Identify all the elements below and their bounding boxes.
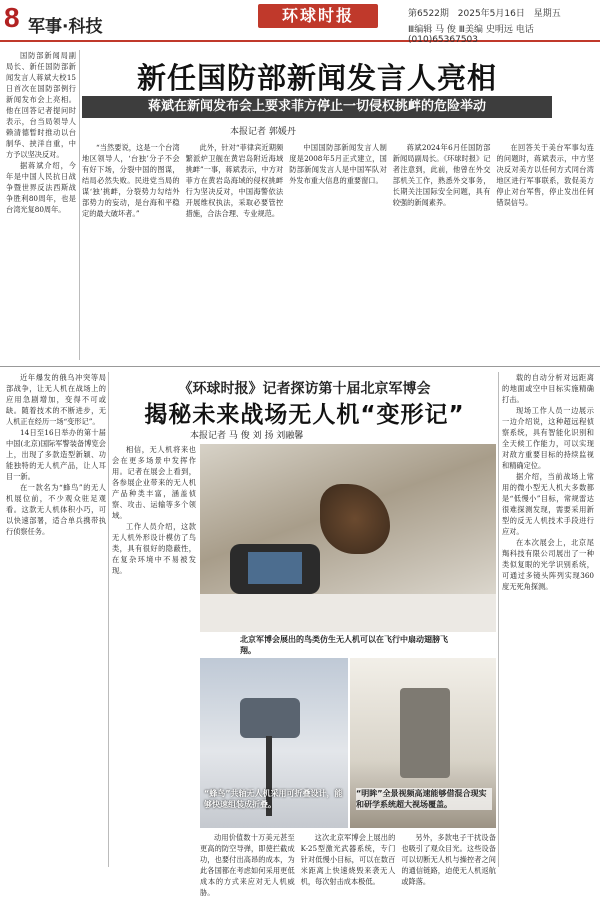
paragraph: 在回答关于美台军事勾连的问题时，蒋斌表示，中方坚决反对美方以任何方式同台湾地区进行军事联系，敦促美方停止对台军售，停止发出任何错误信号。 — [496, 143, 594, 207]
paragraph: 据蒋斌介绍，今年是中国人民抗日战争暨世界反法西斯战争胜利80周年，也是台湾光复80周年。 — [6, 161, 76, 214]
article2-right-column — [502, 372, 594, 592]
editor-info: Ⅲ编辑 马 俊 Ⅲ美编 史明远 电话(010)65367503 — [408, 25, 534, 45]
article2-bottom-body — [200, 832, 496, 898]
column-divider — [498, 372, 499, 867]
article1-byline: 本报记者 郭媛丹 — [230, 127, 296, 137]
section-title: 军事·科技 — [28, 17, 103, 37]
article2-kicker: 《环球时报》记者探访第十届北京军博会 — [178, 381, 431, 397]
paragraph: 这次北京军博会上展出的K-25型激光武器系统，专门针对低慢小目标，可以在数百米距离上快速烧毁来袭无人机，每次射击成本极低。 — [300, 833, 396, 886]
paragraph: 动用价值数十万美元甚至更高的防空导弹，即使拦截成功，也要付出高昂的成本，为此各国都在考虑如何采用更低成本的方式来应对无人机威胁。 — [200, 833, 295, 897]
paragraph: 中国国防部新闻发言人制度是2008年5月正式建立，国防部新闻发言人是中国军队对外发布重大信息的重要窗口。 — [289, 143, 387, 185]
display-stand — [200, 594, 496, 632]
photo-bird-drone — [200, 444, 496, 632]
newspaper-logo: 环球时报 — [258, 4, 378, 28]
bird-drone-image — [320, 484, 390, 554]
paragraph: 在本次展会上，北京尾羯科技有限公司展出了一种类似复眼的光学识别系统，可通过多镜头阵列实现360度无死角探测。 — [502, 538, 594, 591]
article-drones — [0, 372, 600, 897]
article2-headline: 揭秘未来战场无人机“变形记” — [144, 402, 465, 428]
paragraph: 蒋斌2024年6月任国防部新闻局副局长。《环球时报》记者注意到，此前，他曾在外交部机关工作，熟悉外交事务，长期关注国际安全问题，具有较强的新闻素养。 — [392, 143, 491, 207]
masthead — [0, 0, 600, 45]
issue-info: 第6522期 2025年5月16日 星期五 — [408, 9, 561, 19]
paragraph: 14日至16日举办的第十届中国(北京)国际军警装备博览会上，出现了多款造型新颖、功能独特的无人机产品，让人耳目一新。 — [6, 428, 106, 481]
section-divider — [0, 366, 600, 367]
paragraph: 在一款名为“蜂鸟”的无人机展位前，不少观众驻足观看。这款无人机体积小巧，可以快速部署，适合单兵携带执行侦察任务。 — [6, 483, 106, 536]
photo3-caption: “明眸”全景视频高速能够借混合现实和研学系统超大视场覆盖。 — [356, 788, 492, 810]
photo2-caption: “蜂鸟”共轴无人机采用可折叠设计，能够快速组装成折叠。 — [204, 789, 343, 809]
article2-mid-column — [112, 444, 196, 576]
paragraph: 另外，多款电子干扰设备也吸引了观众目光。这些设备可以切断无人机与操控者之间的通信链路，迫使无人机返航或降落。 — [401, 833, 496, 886]
photo1-caption: 北京军博会展出的鸟类仿生无人机可以在飞行中扇动翅膀飞翔。 — [240, 635, 448, 655]
paragraph: 据介绍，当前战场上常用的微小型无人机大多数都是“低慢小”目标，常规雷达很难探测发现，需要采用新型的反无人机技术手段进行应对。 — [502, 472, 594, 536]
article2-left-column — [6, 372, 106, 537]
article1-left-column — [6, 50, 76, 215]
article1-body — [82, 142, 594, 219]
column-divider — [79, 50, 80, 360]
article2-byline: 本报记者 马 俊 刘 扬 刘融馨 — [190, 431, 304, 441]
paragraph: 此外，针对“菲律宾近期频繁派炉卫舰在黄岩岛附近海域挑衅”一事，蒋斌表示，中方对菲方在黄岩岛海域的侵权挑衅行为坚决反对，中国海警依法开展维权执法，采取必要管控措施，合法合理、专业规范。 — [185, 143, 284, 218]
drone-image — [240, 698, 300, 738]
paragraph: 工作人员介绍，这款无人机外形设计模仿了鸟类，具有很好的隐蔽性，在复杂环境中不易被发现。 — [112, 522, 196, 575]
paragraph: 现场工作人员一边展示一边介绍说，这种超远程侦察系统，具有智能化识别和全天候工作能力，可以实现对敌方重要目标的持续监视和精确定位。 — [502, 406, 594, 470]
paragraph: 载的自动分析对远距离的地面或空中目标实施精确打击。 — [502, 373, 594, 404]
paragraph: 国防部新闻局副局长、新任国防部新闻发言人蒋斌大校15日首次在国防部例行新闻发布会上亮相。他在回答记者提问时表示，台当局领导人赖清德暂时推动以台制华、挟洋自重，中方予以坚决反对。 — [6, 51, 76, 159]
controller-screen-image — [248, 552, 302, 584]
column-divider — [108, 372, 109, 867]
sensor-image — [400, 688, 450, 778]
page-number: 8 — [4, 2, 20, 33]
paragraph: “当然要说，这是一个台湾地区领导人，‘台独’分子不会有好下场，分裂中国的图谋，结局必然失败。民进党当局的谋‘独’挑衅，分裂势力勾结外部势力的妄动，是台海和平稳定的最大破坏者。” — [82, 143, 180, 218]
article1-subhead: 蒋斌在新闻发布会上要求菲方停止一切侵权挑衅的危险举动 — [82, 96, 552, 118]
article-spokesperson — [0, 46, 600, 366]
paragraph: 近年爆发的俄乌冲突等局部战争，让无人机在战场上的应用急剧增加，变得不可或缺。随着技术的不断进步，无人机正在经历一场“变形记”。 — [6, 373, 106, 426]
paragraph: 相信，无人机将来也会在更多场景中发挥作用。记者在展会上看到，各参展企业带来的无人机产品种类丰富，涵盖侦察、攻击、运输等多个领域。 — [112, 445, 196, 520]
article1-headline: 新任国防部新闻发言人亮相 — [136, 61, 497, 95]
